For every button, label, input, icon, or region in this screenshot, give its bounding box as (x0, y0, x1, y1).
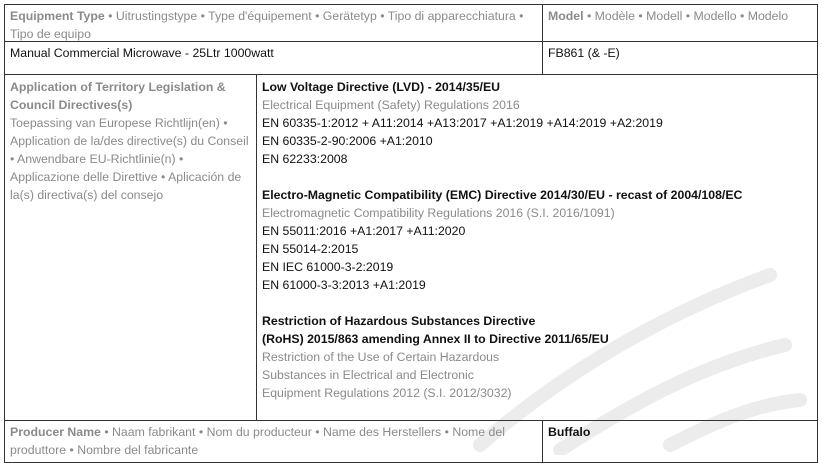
equipment-type-header (5, 5, 543, 41)
producer-value: Buffalo (548, 425, 591, 439)
emc-title: Electro-Magnetic Compatibility (EMC) Directive 2014/30/EU - recast of 2004/108/EC (262, 188, 743, 202)
rohs-uk-regulation-line3: Equipment Regulations 2012 (S.I. 2012/3032) (262, 386, 512, 400)
legislation-translations: Toepassing van Europese Richtlijn(en) • Application de la/des directive(s) du Conseil • Anwendbare EU-Richtlinie(n) • Applicazione delle Direttive • Aplicación de la(s) directiva(s) del consejo (10, 116, 249, 202)
emc-uk-regulation: Electromagnetic Compatibility Regulations 2016 (S.I. 2016/1091) (262, 206, 615, 220)
rohs-title-line2: (RoHS) 2015/863 amending Annex II to Directive 2011/65/EU (262, 332, 609, 346)
rohs-uk-regulation-line2: Substances in Electrical and Electronic (262, 368, 474, 382)
producer-row (5, 421, 817, 462)
equipment-type-value: Manual Commercial Microwave - 25Ltr 1000watt (5, 42, 543, 74)
emc-standard: EN 55014-2:2015 (262, 242, 359, 256)
legislation-header (5, 75, 257, 420)
lvd-standard: EN 62233:2008 (262, 152, 348, 166)
lvd-standard: EN 60335-2-90:2006 +A1:2010 (262, 134, 433, 148)
value-row (5, 42, 817, 75)
model-header (543, 5, 817, 41)
rohs-title-line1: Restriction of Hazardous Substances Directive (262, 314, 536, 328)
declaration-table (4, 4, 818, 463)
equipment-type-label: Equipment Type (10, 9, 105, 23)
model-label: Model (548, 9, 584, 23)
producer-header (5, 421, 543, 462)
rohs-uk-regulation-line1: Restriction of the Use of Certain Hazardous (262, 350, 500, 364)
emc-standard: EN 55011:2016 +A1:2017 +A11:2020 (262, 224, 466, 238)
producer-label: Producer Name (10, 425, 101, 439)
lvd-standard: EN 60335-1:2012 + A11:2014 +A13:2017 +A1:2019 +A14:2019 +A2:2019 (262, 116, 663, 130)
directives-list (257, 75, 817, 420)
emc-standard: EN IEC 61000-3-2:2019 (262, 260, 394, 274)
lvd-title: Low Voltage Directive (LVD) - 2014/35/EU (262, 80, 501, 94)
emc-standard: EN 61000-3-3:2013 +A1:2019 (262, 278, 426, 292)
model-value: FB861 (& -E) (548, 46, 620, 60)
legislation-row (5, 75, 817, 421)
producer-translations: • Naam fabrikant • Nom du producteur • Name des Herstellers • Nome del produttore • Nombre del fabricante (10, 425, 505, 457)
equipment-type-translations: • Uitrustingstype • Type d'équipement • Gerätetyp • Tipo di apparecchiatura • Tipo de equipo (10, 9, 524, 41)
legislation-label: Application of Territory Legislation & Council Directives(s) (10, 80, 226, 112)
model-translations: • Modèle • Modell • Modello • Modelo (583, 9, 789, 23)
header-row (5, 5, 817, 42)
lvd-uk-regulation: Electrical Equipment (Safety) Regulations 2016 (262, 98, 520, 112)
